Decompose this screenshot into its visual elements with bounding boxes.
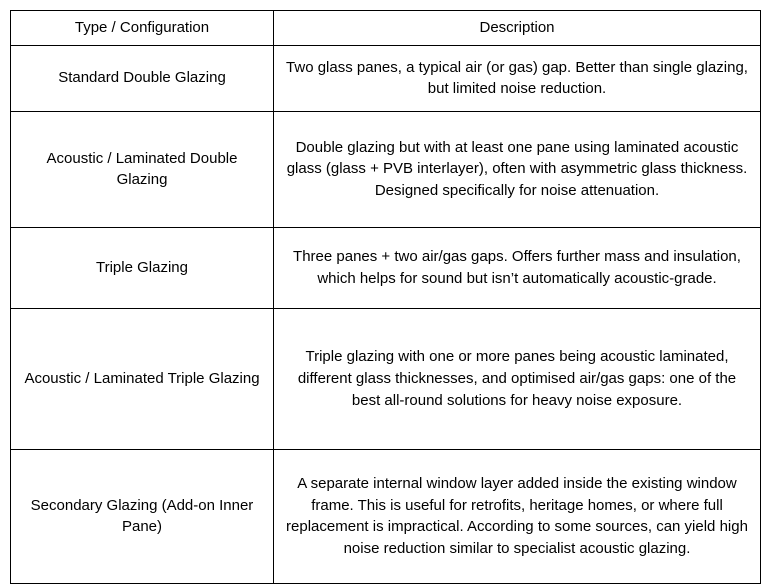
table-row: [11, 227, 761, 308]
cell-type-acoustic-laminated-triple-glazing: Acoustic / Laminated Triple Glazing: [11, 308, 274, 449]
table-row: [11, 449, 761, 583]
table-row: [11, 45, 761, 111]
table-body: [11, 45, 761, 583]
cell-type-secondary-glazing: Secondary Glazing (Add-on Inner Pane): [11, 449, 274, 583]
cell-type-standard-double-glazing: Standard Double Glazing: [11, 45, 274, 111]
table-row: [11, 111, 761, 227]
cell-description-secondary-glazing: A separate internal window layer added inside the existing window frame. This is useful for retrofits, heritage homes, or where full replacement is impractical. According to some sources, can yield high noise reduction similar to specialist acoustic glazing.: [274, 449, 761, 583]
cell-description-acoustic-laminated-triple-glazing: Triple glazing with one or more panes being acoustic laminated, different glass thicknesses, and optimised air/gas gaps: one of the best all-round solutions for heavy noise exposure.: [274, 308, 761, 449]
cell-type-acoustic-laminated-double-glazing: Acoustic / Laminated Double Glazing: [11, 111, 274, 227]
table-header-row: [11, 11, 761, 46]
table-row: [11, 308, 761, 449]
cell-type-triple-glazing: Triple Glazing: [11, 227, 274, 308]
table-header: [11, 11, 761, 46]
column-header-description: Description: [274, 11, 761, 46]
cell-description-standard-double-glazing: Two glass panes, a typical air (or gas) gap. Better than single glazing, but limited noise reduction.: [274, 45, 761, 111]
glazing-comparison-table: [10, 10, 761, 584]
column-header-type: Type / Configuration: [11, 11, 274, 46]
cell-description-acoustic-laminated-double-glazing: Double glazing but with at least one pane using laminated acoustic glass (glass + PVB interlayer), often with asymmetric glass thickness. Designed specifically for noise attenuation.: [274, 111, 761, 227]
cell-description-triple-glazing: Three panes + two air/gas gaps. Offers further mass and insulation, which helps for sound but isn’t automatically acoustic-grade.: [274, 227, 761, 308]
